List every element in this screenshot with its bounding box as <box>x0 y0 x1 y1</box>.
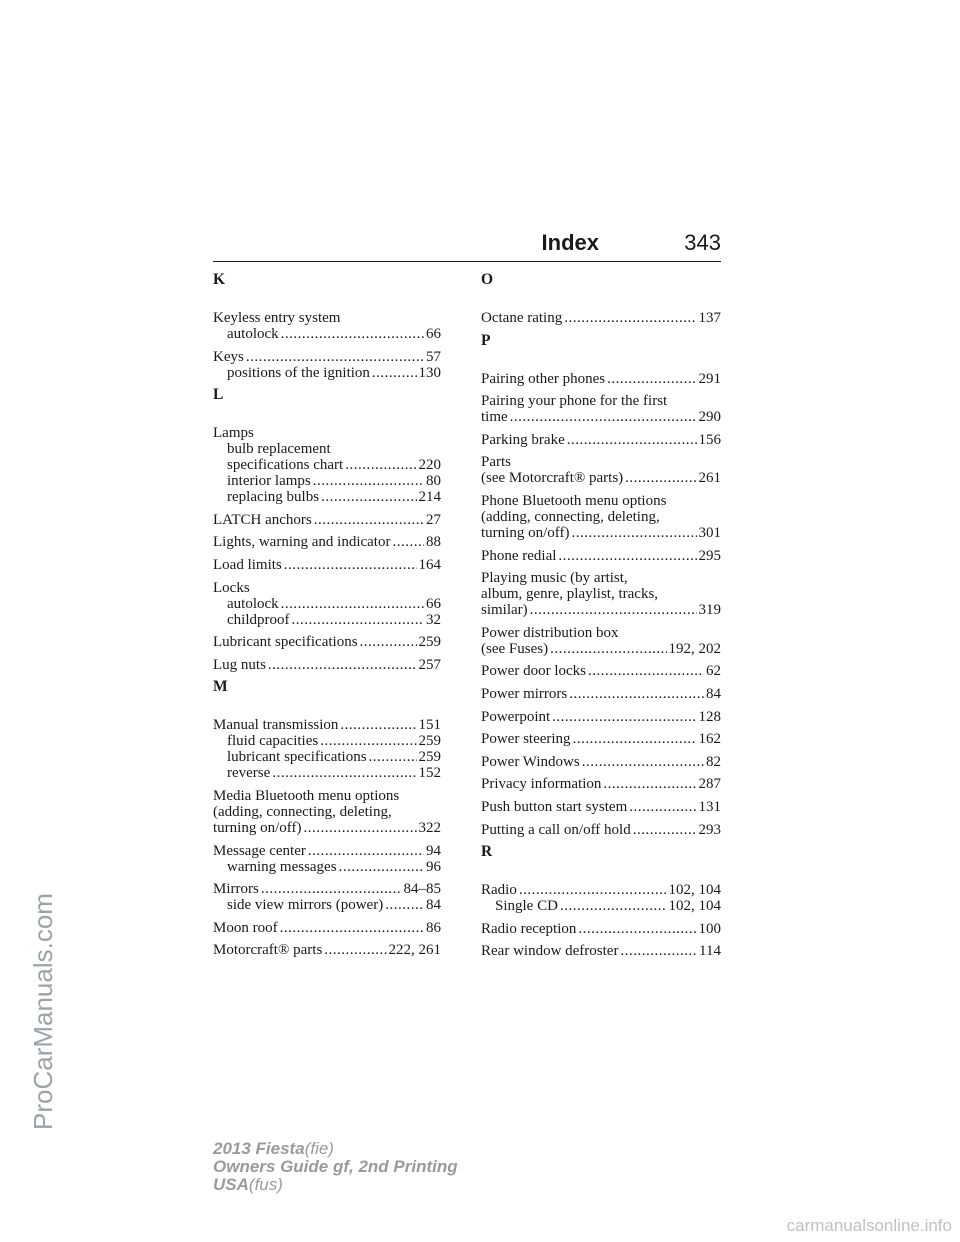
footer-model: 2013 Fiesta <box>213 1139 305 1158</box>
entry-text: specifications chart <box>227 457 344 474</box>
page-reference: 259 <box>418 634 441 651</box>
index-entry-line <box>481 570 721 586</box>
footer-guide: Owners Guide gf, 2nd Printing <box>213 1157 458 1176</box>
dot-leader <box>314 512 424 528</box>
entry-text: Privacy information <box>481 776 602 793</box>
dot-leader <box>510 409 697 425</box>
index-entry-line <box>481 709 721 725</box>
section-title: Index <box>541 230 599 255</box>
entry-text: (adding, connecting, deleting, <box>213 803 392 820</box>
index-entry <box>481 570 721 618</box>
dot-leader <box>360 634 417 650</box>
index-entry-line <box>213 881 441 897</box>
index-entry-line <box>213 634 441 650</box>
index-entry-line <box>481 641 721 657</box>
dot-leader <box>246 349 424 365</box>
entry-text: Push button start system <box>481 798 628 815</box>
dot-leader <box>385 897 424 913</box>
entry-text: Putting a call on/off hold <box>481 821 631 838</box>
entry-text: turning on/off) <box>481 524 570 541</box>
entry-text: positions of the ignition <box>227 364 370 381</box>
index-entry <box>213 920 441 936</box>
index-entry-line <box>213 534 441 550</box>
dot-leader <box>550 641 666 657</box>
dot-leader <box>372 365 417 381</box>
dot-leader <box>573 731 697 747</box>
index-entry-line <box>481 493 721 509</box>
page-reference: 27 <box>426 511 441 528</box>
page-reference: 130 <box>418 364 441 381</box>
index-entry <box>213 634 441 650</box>
page-reference: 261 <box>698 470 721 487</box>
index-entry <box>213 310 441 342</box>
watermark-text: ProCarManuals.com <box>28 893 58 1130</box>
entry-text: turning on/off) <box>213 819 302 836</box>
index-column-left <box>213 268 441 965</box>
entry-text: Parking brake <box>481 431 565 448</box>
index-entry <box>481 943 721 959</box>
index-subentry-line <box>213 326 441 342</box>
entry-text: lubricant specifications <box>227 749 367 766</box>
dot-leader <box>530 602 697 618</box>
entry-text: Powerpoint <box>481 708 551 725</box>
dot-leader <box>569 686 704 702</box>
index-subentry-line <box>213 365 441 381</box>
index-entry-line <box>213 657 441 673</box>
dot-leader <box>560 898 667 914</box>
dot-leader <box>519 882 667 898</box>
page-reference: 162 <box>698 731 721 748</box>
entry-text: Load limits <box>213 556 282 573</box>
entry-text: Playing music (by artist, <box>481 570 628 587</box>
dot-leader <box>578 921 696 937</box>
page-reference: 62 <box>706 663 721 680</box>
page-reference: 259 <box>418 733 441 750</box>
page-reference: 322 <box>418 819 441 836</box>
header-rule <box>213 261 721 262</box>
entry-text: (see Motorcraft® parts) <box>481 470 624 487</box>
entry-text: interior lamps <box>227 473 311 490</box>
dot-leader <box>280 920 424 936</box>
dot-leader <box>633 822 697 838</box>
dot-leader <box>345 457 416 473</box>
index-letter: K <box>213 271 226 288</box>
entry-text: Power mirrors <box>481 685 568 702</box>
entry-text: replacing bulbs <box>227 489 320 506</box>
dot-leader <box>571 525 696 541</box>
page-header <box>213 226 721 260</box>
index-entry-line <box>481 393 721 409</box>
entry-text: Power door locks <box>481 663 586 680</box>
dot-leader <box>284 557 417 573</box>
page-reference: 164 <box>418 556 441 573</box>
index-entry-line <box>213 580 441 596</box>
dot-leader <box>582 754 704 770</box>
index-entry-line <box>213 512 441 528</box>
page-reference: 151 <box>418 717 441 734</box>
index-entry-line <box>481 731 721 747</box>
entry-text: Keyless entry system <box>213 310 341 326</box>
entry-text: Manual transmission <box>213 717 339 734</box>
index-entry <box>481 454 721 486</box>
dot-leader <box>625 470 696 486</box>
entry-text: Parts <box>481 454 511 471</box>
index-subentry-line <box>213 612 441 628</box>
entry-text: side view mirrors (power) <box>227 897 384 914</box>
index-entry <box>481 709 721 725</box>
entry-text: childproof <box>227 611 290 628</box>
entry-text: Power distribution box <box>481 624 619 641</box>
footer-market-code: (fus) <box>248 1175 283 1194</box>
entry-text: (see Fuses) <box>481 640 549 657</box>
page-reference: 257 <box>418 656 441 673</box>
page-reference: 84 <box>706 685 721 702</box>
dot-leader <box>291 612 424 628</box>
index-subentry-line <box>213 457 441 473</box>
index-entry <box>481 799 721 815</box>
entry-text: Power Windows <box>481 753 580 770</box>
dot-leader <box>620 943 697 959</box>
page-reference: 287 <box>698 776 721 793</box>
page-reference: 131 <box>698 798 721 815</box>
index-entry-line <box>481 371 721 387</box>
dot-leader <box>313 473 424 489</box>
page-reference: 290 <box>698 409 721 426</box>
index-entry <box>481 493 721 541</box>
dot-leader <box>281 326 424 342</box>
index-entry-line <box>481 686 721 702</box>
entry-text: (adding, connecting, deleting, <box>481 508 660 525</box>
index-entry-line <box>481 509 721 525</box>
dot-leader <box>339 859 424 875</box>
index-entry-line <box>213 425 441 441</box>
index-entry <box>213 534 441 550</box>
page-reference: 222, 261 <box>388 942 441 959</box>
index-entry-line <box>481 525 721 541</box>
entry-text: fluid capacities <box>227 733 319 750</box>
index-entry-line <box>481 882 721 898</box>
index-entry <box>481 663 721 679</box>
entry-text: autolock <box>227 326 279 342</box>
index-entry-line <box>481 310 721 326</box>
index-column-right <box>481 268 721 966</box>
index-entry-line <box>213 349 441 365</box>
entry-text: Pairing other phones <box>481 370 606 387</box>
entry-text: reverse <box>227 765 271 782</box>
page-reference: 128 <box>698 708 721 725</box>
index-letter: M <box>213 678 228 696</box>
page-reference: 82 <box>706 753 721 770</box>
index-entry <box>481 393 721 425</box>
index-entry <box>481 432 721 448</box>
index-entry <box>481 754 721 770</box>
page-reference: 114 <box>699 943 721 960</box>
index-entry-line <box>213 820 441 836</box>
entry-text: Lubricant specifications <box>213 634 358 651</box>
entry-text: album, genre, playlist, tracks, <box>481 586 659 603</box>
page-reference: 152 <box>418 765 441 782</box>
index-entry-line <box>481 776 721 792</box>
dot-leader <box>392 534 424 550</box>
dot-leader <box>303 820 416 836</box>
index-entry-line <box>213 920 441 936</box>
index-entry <box>213 657 441 673</box>
index-subentry-line <box>213 765 441 781</box>
index-entry-line <box>481 625 721 641</box>
index-entry <box>213 942 441 958</box>
index-entry <box>213 717 441 781</box>
index-entry-line <box>481 454 721 470</box>
page-reference: 96 <box>426 858 441 875</box>
page-reference: 295 <box>698 547 721 564</box>
index-entry-line <box>481 602 721 618</box>
index-entry <box>213 557 441 573</box>
index-entry-line <box>481 943 721 959</box>
dot-leader <box>340 717 416 733</box>
index-entry-line <box>213 788 441 804</box>
index-entry <box>213 425 441 505</box>
page-reference: 102, 104 <box>668 898 721 915</box>
dot-leader <box>552 709 696 725</box>
index-subentry-line <box>213 473 441 489</box>
index-letter: P <box>481 331 491 349</box>
index-entry <box>481 371 721 387</box>
page-reference: 102, 104 <box>668 882 721 899</box>
index-entry <box>481 731 721 747</box>
entry-text: Radio <box>481 882 517 899</box>
index-entry <box>213 580 441 628</box>
index-entry-line <box>481 822 721 838</box>
index-entry-line <box>213 717 441 733</box>
index-entry-line <box>481 409 721 425</box>
page-reference: 291 <box>698 370 721 387</box>
index-entry <box>213 788 441 836</box>
page-reference: 84 <box>426 897 441 914</box>
entry-text: Octane rating <box>481 310 563 326</box>
dot-leader <box>324 942 386 958</box>
page-reference: 192, 202 <box>668 640 721 657</box>
entry-text: Single CD <box>495 898 558 915</box>
dot-leader <box>558 548 696 564</box>
dot-leader <box>369 749 417 765</box>
entry-text: Lights, warning and indicator <box>213 534 391 551</box>
index-subentry-line <box>213 733 441 749</box>
page-reference: 66 <box>426 326 441 342</box>
index-subentry-line <box>213 489 441 505</box>
page-reference: 301 <box>698 524 721 541</box>
dot-leader <box>629 799 696 815</box>
index-entry-line <box>213 843 441 859</box>
dot-leader <box>588 663 704 679</box>
page-reference: 32 <box>426 611 441 628</box>
index-entry-line <box>481 799 721 815</box>
entry-text: time <box>481 409 508 426</box>
page-reference: 100 <box>698 920 721 937</box>
index-entry-line <box>481 586 721 602</box>
index-entry-line <box>213 804 441 820</box>
index-entry <box>481 776 721 792</box>
index-subentry-line <box>213 596 441 612</box>
index-subentry-line <box>213 749 441 765</box>
page-reference: 80 <box>426 473 441 490</box>
page-reference: 259 <box>418 749 441 766</box>
index-subentry-line <box>481 898 721 914</box>
entry-text: similar) <box>481 602 528 619</box>
index-entry <box>481 625 721 657</box>
index-letter: R <box>481 843 493 861</box>
page-reference: 293 <box>698 821 721 838</box>
index-letter: O <box>481 271 494 288</box>
page-reference: 137 <box>698 310 721 326</box>
index-entry-line <box>481 754 721 770</box>
entry-text: Locks <box>213 579 250 596</box>
entry-text: Motorcraft® parts <box>213 942 323 959</box>
index-subentry-line <box>213 441 441 457</box>
dot-leader <box>268 657 417 673</box>
index-entry <box>213 349 441 381</box>
page-reference: 66 <box>426 595 441 612</box>
page-reference: 84–85 <box>403 881 441 898</box>
entry-text: autolock <box>227 595 279 612</box>
dot-leader <box>272 765 416 781</box>
index-entry-line <box>481 921 721 937</box>
index-subentry-line <box>213 859 441 875</box>
page-reference: 214 <box>418 489 441 506</box>
index-entry <box>481 882 721 914</box>
dot-leader <box>567 432 697 448</box>
index-entry <box>213 881 441 913</box>
entry-text: Keys <box>213 348 244 365</box>
footer <box>213 1140 458 1194</box>
entry-text: Pairing your phone for the first <box>481 393 668 410</box>
footer-market: USA <box>213 1175 249 1194</box>
page-reference: 57 <box>426 348 441 365</box>
page-reference: 94 <box>426 842 441 859</box>
entry-text: Radio reception <box>481 920 577 937</box>
index-entry-line <box>481 663 721 679</box>
entry-text: Moon roof <box>213 919 278 936</box>
index-entry-line <box>481 470 721 486</box>
index-letter: L <box>213 386 224 404</box>
entry-text: bulb replacement <box>227 441 331 458</box>
page-reference: 319 <box>698 602 721 619</box>
index-entry-line <box>213 310 441 326</box>
page-reference: 220 <box>418 457 441 474</box>
dot-leader <box>321 489 416 505</box>
entry-text: Lamps <box>213 425 254 442</box>
index-entry-line <box>213 557 441 573</box>
page-number: 343 <box>684 230 721 255</box>
index-entry <box>481 310 721 326</box>
index-entry <box>481 822 721 838</box>
entry-text: warning messages <box>227 858 337 875</box>
entry-text: Phone Bluetooth menu options <box>481 492 667 509</box>
dot-leader <box>308 843 424 859</box>
index-subentry-line <box>213 897 441 913</box>
entry-text: Mirrors <box>213 881 259 898</box>
footer-model-code: (fie) <box>304 1139 334 1158</box>
entry-text: Lug nuts <box>213 656 266 673</box>
index-entry-line <box>481 548 721 564</box>
entry-text: Media Bluetooth menu options <box>213 787 400 804</box>
entry-text: Rear window defroster <box>481 943 619 960</box>
index-entry-line <box>481 432 721 448</box>
dot-leader <box>320 733 416 749</box>
index-entry <box>481 548 721 564</box>
dot-leader <box>564 310 696 326</box>
page-reference: 86 <box>426 919 441 936</box>
index-entry <box>213 512 441 528</box>
source-mark: carmanualsonline.info <box>786 1216 952 1235</box>
entry-text: Phone redial <box>481 547 557 564</box>
entry-text: Message center <box>213 842 306 859</box>
index-entry <box>481 686 721 702</box>
index-entry-line <box>213 942 441 958</box>
index-entry <box>213 843 441 875</box>
entry-text: LATCH anchors <box>213 511 312 528</box>
dot-leader <box>261 881 402 897</box>
dot-leader <box>607 371 696 387</box>
dot-leader <box>603 776 696 792</box>
dot-leader <box>281 596 424 612</box>
index-entry <box>481 921 721 937</box>
entry-text: Power steering <box>481 731 571 748</box>
page-reference: 88 <box>426 534 441 551</box>
page-reference: 156 <box>698 431 721 448</box>
